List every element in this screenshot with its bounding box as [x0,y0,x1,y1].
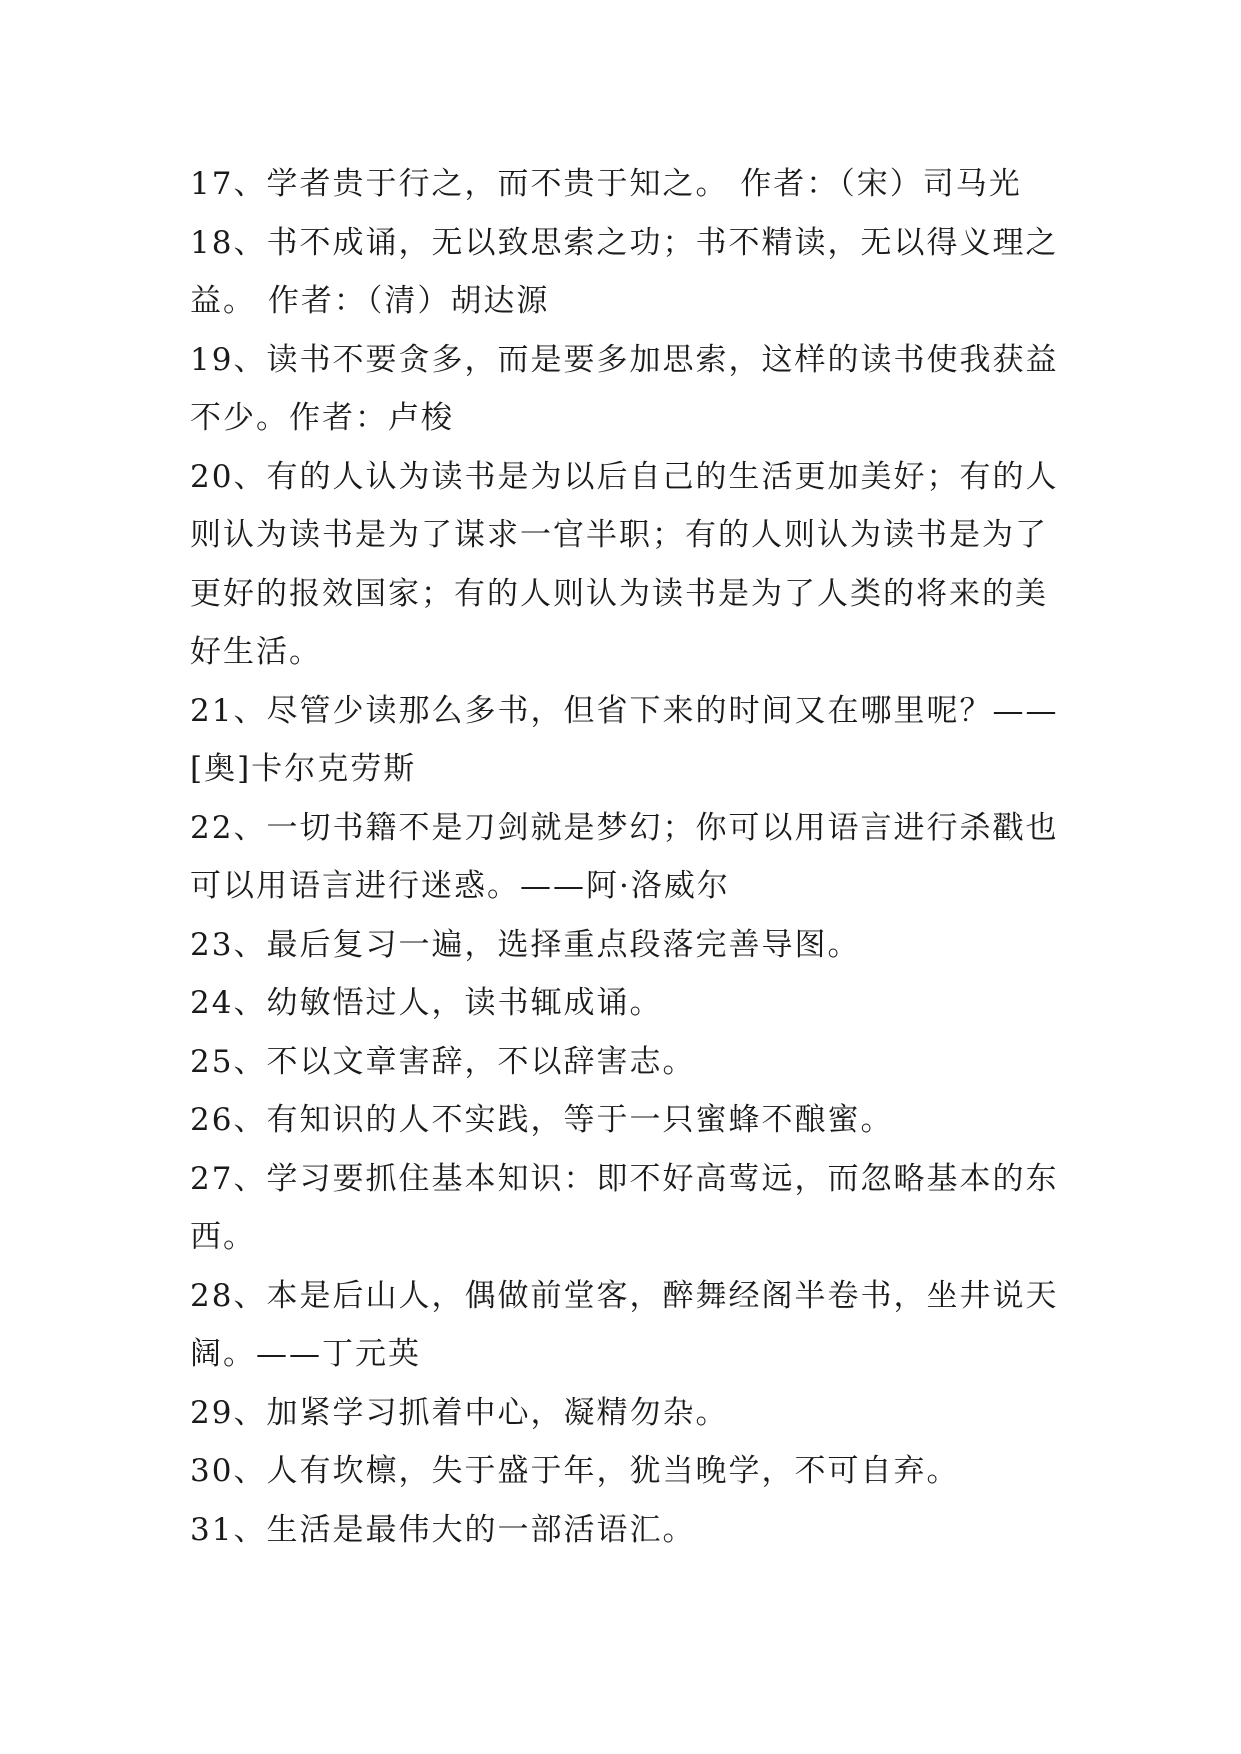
text-line: 25、不以文章害辞，不以辞害志。 [190,1043,696,1080]
text-line: 益。 作者：（清）胡达源 [190,283,550,319]
text-line: 则认为读书是为了谋求一官半职；有的人则认为读书是为了 [190,517,1048,553]
text-line: 27、学习要抓住基本知识：即不好高莺远，而忽略基本的东 [190,1160,1059,1197]
text-line: 26、有知识的人不实践，等于一只蜜蜂不酿蜜。 [190,1102,894,1138]
document-page [190,155,1060,1559]
text-line: 好生活。 [190,634,322,670]
text-line: 20、有的人认为读书是为以后自己的生活更加美好；有的人 [190,458,1059,495]
text-line: 西。 [190,1219,256,1255]
text-line: 31、生活是最伟大的一部活语汇。 [190,1511,696,1548]
text-line: 17、学者贵于行之，而不贵于知之。 作者：（宋）司马光 [190,166,1022,202]
text-line: 21、尽管少读那么多书，但省下来的时间又在哪里呢？—— [190,692,1059,729]
text-line: 23、最后复习一遍，选择重点段落完善导图。 [190,926,861,963]
text-line: 更好的报效国家；有的人则认为读书是为了人类的将来的美 [190,575,1048,612]
text-line: [奥]卡尔克劳斯 [190,751,417,787]
text-line: 28、本是后山人，偶做前堂客，醉舞经阁半卷书，坐井说天 [190,1277,1059,1314]
text-line: 29、加紧学习抓着中心，凝精勿杂。 [190,1394,729,1431]
text-line: 30、人有坎檩，失于盛于年，犹当晚学，不可自弃。 [190,1453,960,1489]
text-line: 不少。作者：卢梭 [190,400,454,436]
text-line: 24、幼敏悟过人，读书辄成诵。 [190,985,663,1021]
text-line: 22、一切书籍不是刀剑就是梦幻；你可以用语言进行杀戳也 [190,809,1059,846]
text-line: 可以用语言进行迷惑。——阿·洛威尔 [190,868,730,904]
text-line: 阔。——丁元英 [190,1336,421,1372]
text-line: 19、读书不要贪多，而是要多加思索，这样的读书使我获益 [190,341,1059,378]
text-line: 18、书不成诵，无以致思索之功；书不精读，无以得义理之 [190,224,1059,261]
